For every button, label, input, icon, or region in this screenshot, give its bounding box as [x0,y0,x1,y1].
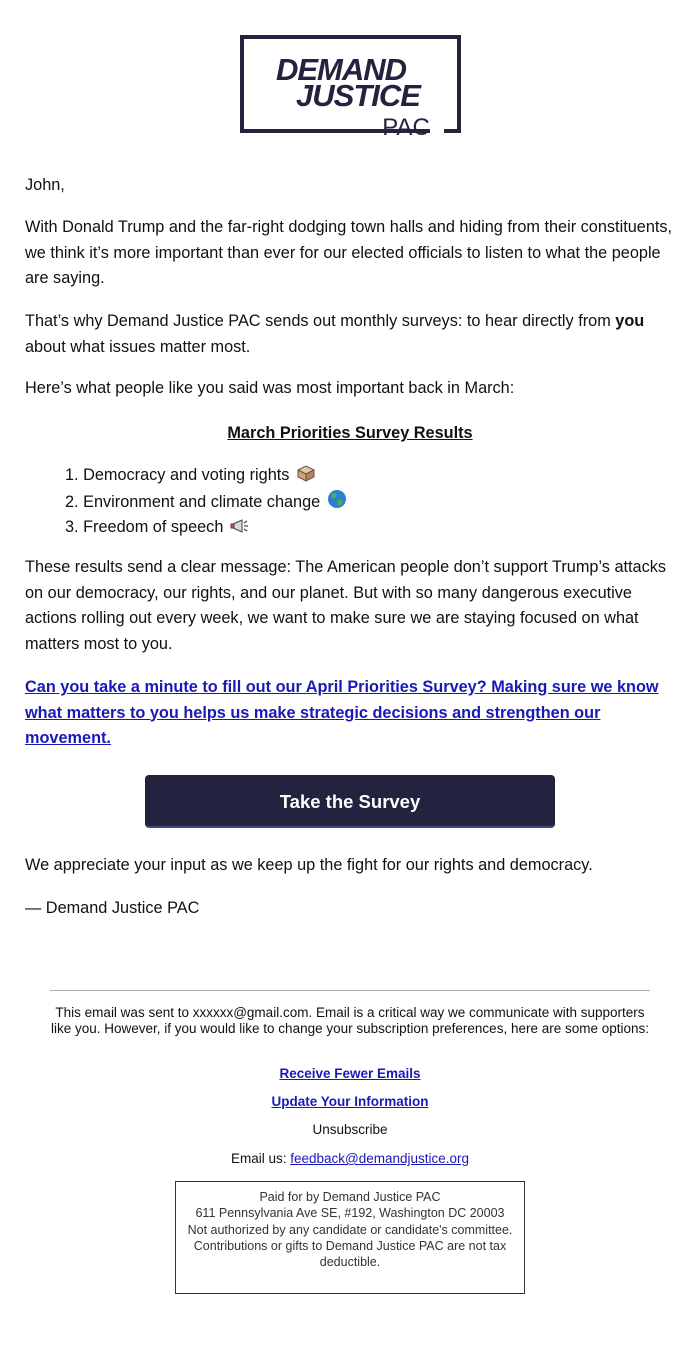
march-intro-paragraph: Here’s what people like you said was most important back in March: [25,379,515,397]
footer-divider [50,990,650,991]
disclaimer-line: Not authorized by any candidate or candidate's committee. [187,1222,513,1237]
priority-label: 3. Freedom of speech [65,518,224,536]
logo-line-1: DEMAND [275,52,407,87]
email-us-label: Email us: [230,1151,291,1166]
receive-fewer-emails-link[interactable]: Receive Fewer Emails [279,1066,421,1081]
paid-for-disclaimer [175,1181,525,1294]
logo-line-2: JUSTICE [296,78,420,113]
take-survey-button[interactable]: Take the Survey [145,775,555,828]
list-item [65,489,347,516]
feedback-email-link[interactable]: feedback@demandjustice.org [290,1151,470,1166]
footer-note: This email was sent to xxxxxx@gmail.com. Email is a critical way we communicate with supporters like you. However, if you would like to change your subscription preferences, here are some options: [50,1005,650,1036]
surveys-text-end: about what issues matter most. [25,337,251,356]
signature: — Demand Justice PAC [25,899,200,917]
surveys-text-start: That’s why Demand Justice PAC sends out monthly surveys: to hear directly from [25,312,616,330]
priority-label: 2. Environment and climate change [65,492,321,511]
disclaimer-line: Contributions or gifts to Demand Justice PAC are not tax deductible. [193,1238,507,1270]
intro-paragraph: With Donald Trump and the far-right dodging town halls and hiding from their constituents, we think it’s more important than ever for our elected officials to listen to what the people are saying. [25,218,673,287]
priorities-list [65,463,347,541]
megaphone-icon [230,518,252,534]
survey-results-title: March Priorities Survey Results [227,424,473,442]
globe-icon [327,489,347,509]
surveys-text-bold: you [615,312,645,330]
email-us-line [0,1151,700,1167]
surveys-paragraph [25,309,675,360]
unsubscribe-link[interactable]: Unsubscribe [312,1122,388,1137]
results-paragraph: These results send a clear message: The American people don’t support Trump’s attacks on our democracy, our rights, and our planet. But with so many dangerous executive actions rolling out every week, we want to make sure we are staying focused on what matters most to you. [25,558,667,653]
list-item [65,515,347,541]
list-item [65,463,347,489]
april-survey-link[interactable]: Can you take a minute to fill out our April Priorities Survey? Making sure we know what matters to you helps us make strategic decisions and strengthen our movement. [25,678,659,747]
demand-justice-pac-logo [240,34,462,136]
priority-label: 1. Democracy and voting rights [65,466,290,484]
logo-line-3: PAC [382,114,430,136]
update-information-link[interactable]: Update Your Information [271,1094,429,1109]
ballot-box-icon [296,464,316,482]
greeting: John, [25,176,65,194]
disclaimer-line: 611 Pennsylvania Ave SE, #192, Washington DC 20003 [195,1206,505,1221]
disclaimer-line: Paid for by Demand Justice PAC [259,1190,441,1204]
closing-paragraph: We appreciate your input as we keep up the fight for our rights and democracy. [25,856,593,874]
